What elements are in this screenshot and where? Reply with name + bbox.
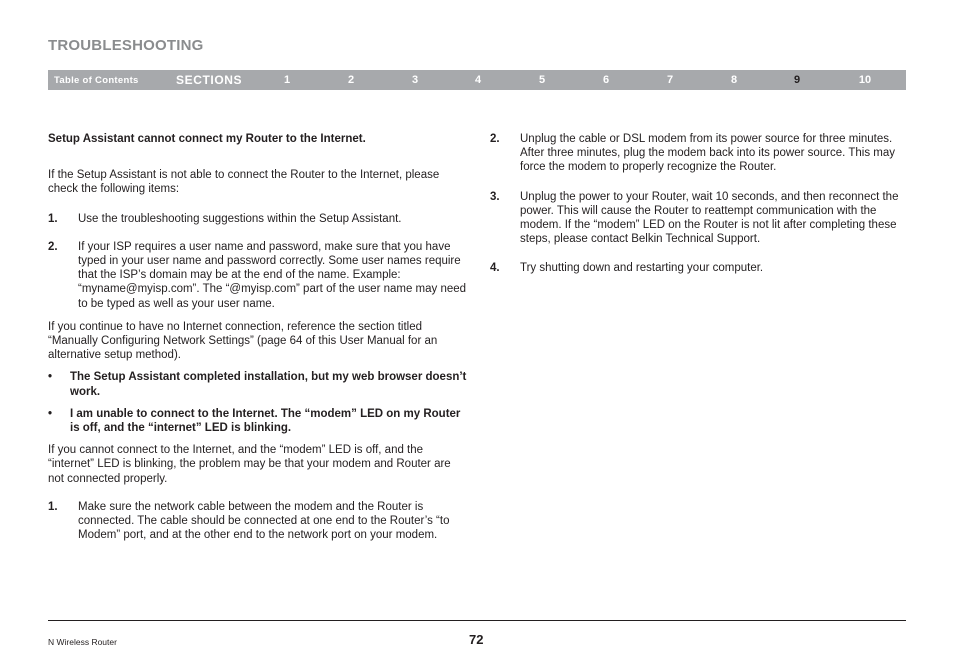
list-number: 1. [48, 212, 58, 225]
list-item [48, 212, 468, 226]
page-number: 72 [469, 632, 484, 647]
list-number: 2. [490, 133, 500, 145]
bullet-marker: • [48, 371, 53, 384]
table-of-contents-link[interactable]: Table of Contents [54, 75, 139, 86]
alternative-setup-paragraph: If you continue to have no Internet connection, reference the section titled “Manually Configuring Network Settings” (page 64 of this User Manual for an alternative setup method). [48, 320, 438, 362]
list-item [48, 500, 468, 543]
bullet-text: The Setup Assistant completed installation, but my web browser doesn’t work. [70, 371, 467, 398]
section-link-5[interactable]: 5 [538, 74, 546, 86]
list-number: 1. [48, 500, 58, 513]
list-number: 4. [490, 262, 500, 275]
section-navbar [48, 70, 906, 90]
section-link-2[interactable]: 2 [347, 74, 355, 86]
section-link-1[interactable]: 1 [283, 74, 291, 86]
section-link-7[interactable]: 7 [666, 74, 674, 86]
page-header-title: TROUBLESHOOTING [48, 37, 204, 54]
right-column [490, 132, 900, 276]
section-link-9-active[interactable]: 9 [793, 74, 801, 86]
section-link-8[interactable]: 8 [730, 74, 738, 86]
list-item-text: Unplug the cable or DSL modem from its power source for three minutes. After three minutes, plug the modem back into its power source. This may force the modem to properly recognize the Router. [520, 133, 895, 174]
left-column [48, 132, 468, 542]
bullet-item [48, 407, 468, 435]
section-link-3[interactable]: 3 [411, 74, 419, 86]
section-link-10[interactable]: 10 [858, 74, 872, 86]
list-item-text: Make sure the network cable between the modem and the Router is connected. The cable should be connected at one end to the Router’s “to Modem” port, and at the other end to the network port on your modem. [78, 500, 450, 542]
footer-product-name: N Wireless Router [48, 637, 117, 647]
list-item-text: Unplug the power to your Router, wait 10 seconds, and then reconnect the power. This will cause the Router to reattempt communication with the modem. If the “modem” LED on the Router is not lit after completing these steps, please contact Belkin Technical Support. [520, 190, 899, 246]
list-item [490, 190, 900, 247]
bullet-item [48, 370, 468, 398]
section-link-4[interactable]: 4 [474, 74, 482, 86]
list-item [48, 240, 468, 311]
list-item-text: If your ISP requires a user name and password, make sure that you have typed in your user name and password correctly. Some user names require that the ISP’s domain may be at the end of the name. Example: “myname@myisp.com”. The “@myisp.com” part of the user name may need to be typed as well as your user name. [78, 240, 467, 310]
intro-paragraph: If the Setup Assistant is not able to connect the Router to the Internet, please check the following items: [48, 169, 440, 196]
list-number: 3. [490, 190, 500, 203]
modem-led-paragraph: If you cannot connect to the Internet, and the “modem” LED is off, and the “internet” LED is blinking, the problem may be that your modem and Router are not connected properly. [48, 444, 451, 485]
footer-divider [48, 620, 906, 621]
section-link-6[interactable]: 6 [602, 74, 610, 86]
sections-label: SECTIONS [176, 73, 243, 87]
list-number: 2. [48, 240, 58, 253]
list-item [490, 132, 900, 175]
bullet-text: I am unable to connect to the Internet. The “modem” LED on my Router is off, and the “internet” LED is blinking. [70, 407, 461, 435]
list-item-text: Use the troubleshooting suggestions within the Setup Assistant. [78, 212, 402, 225]
section-heading: Setup Assistant cannot connect my Router to the Internet. [48, 133, 366, 145]
bullet-marker: • [48, 407, 53, 420]
list-item-text: Try shutting down and restarting your computer. [520, 262, 764, 275]
list-item [490, 261, 900, 275]
